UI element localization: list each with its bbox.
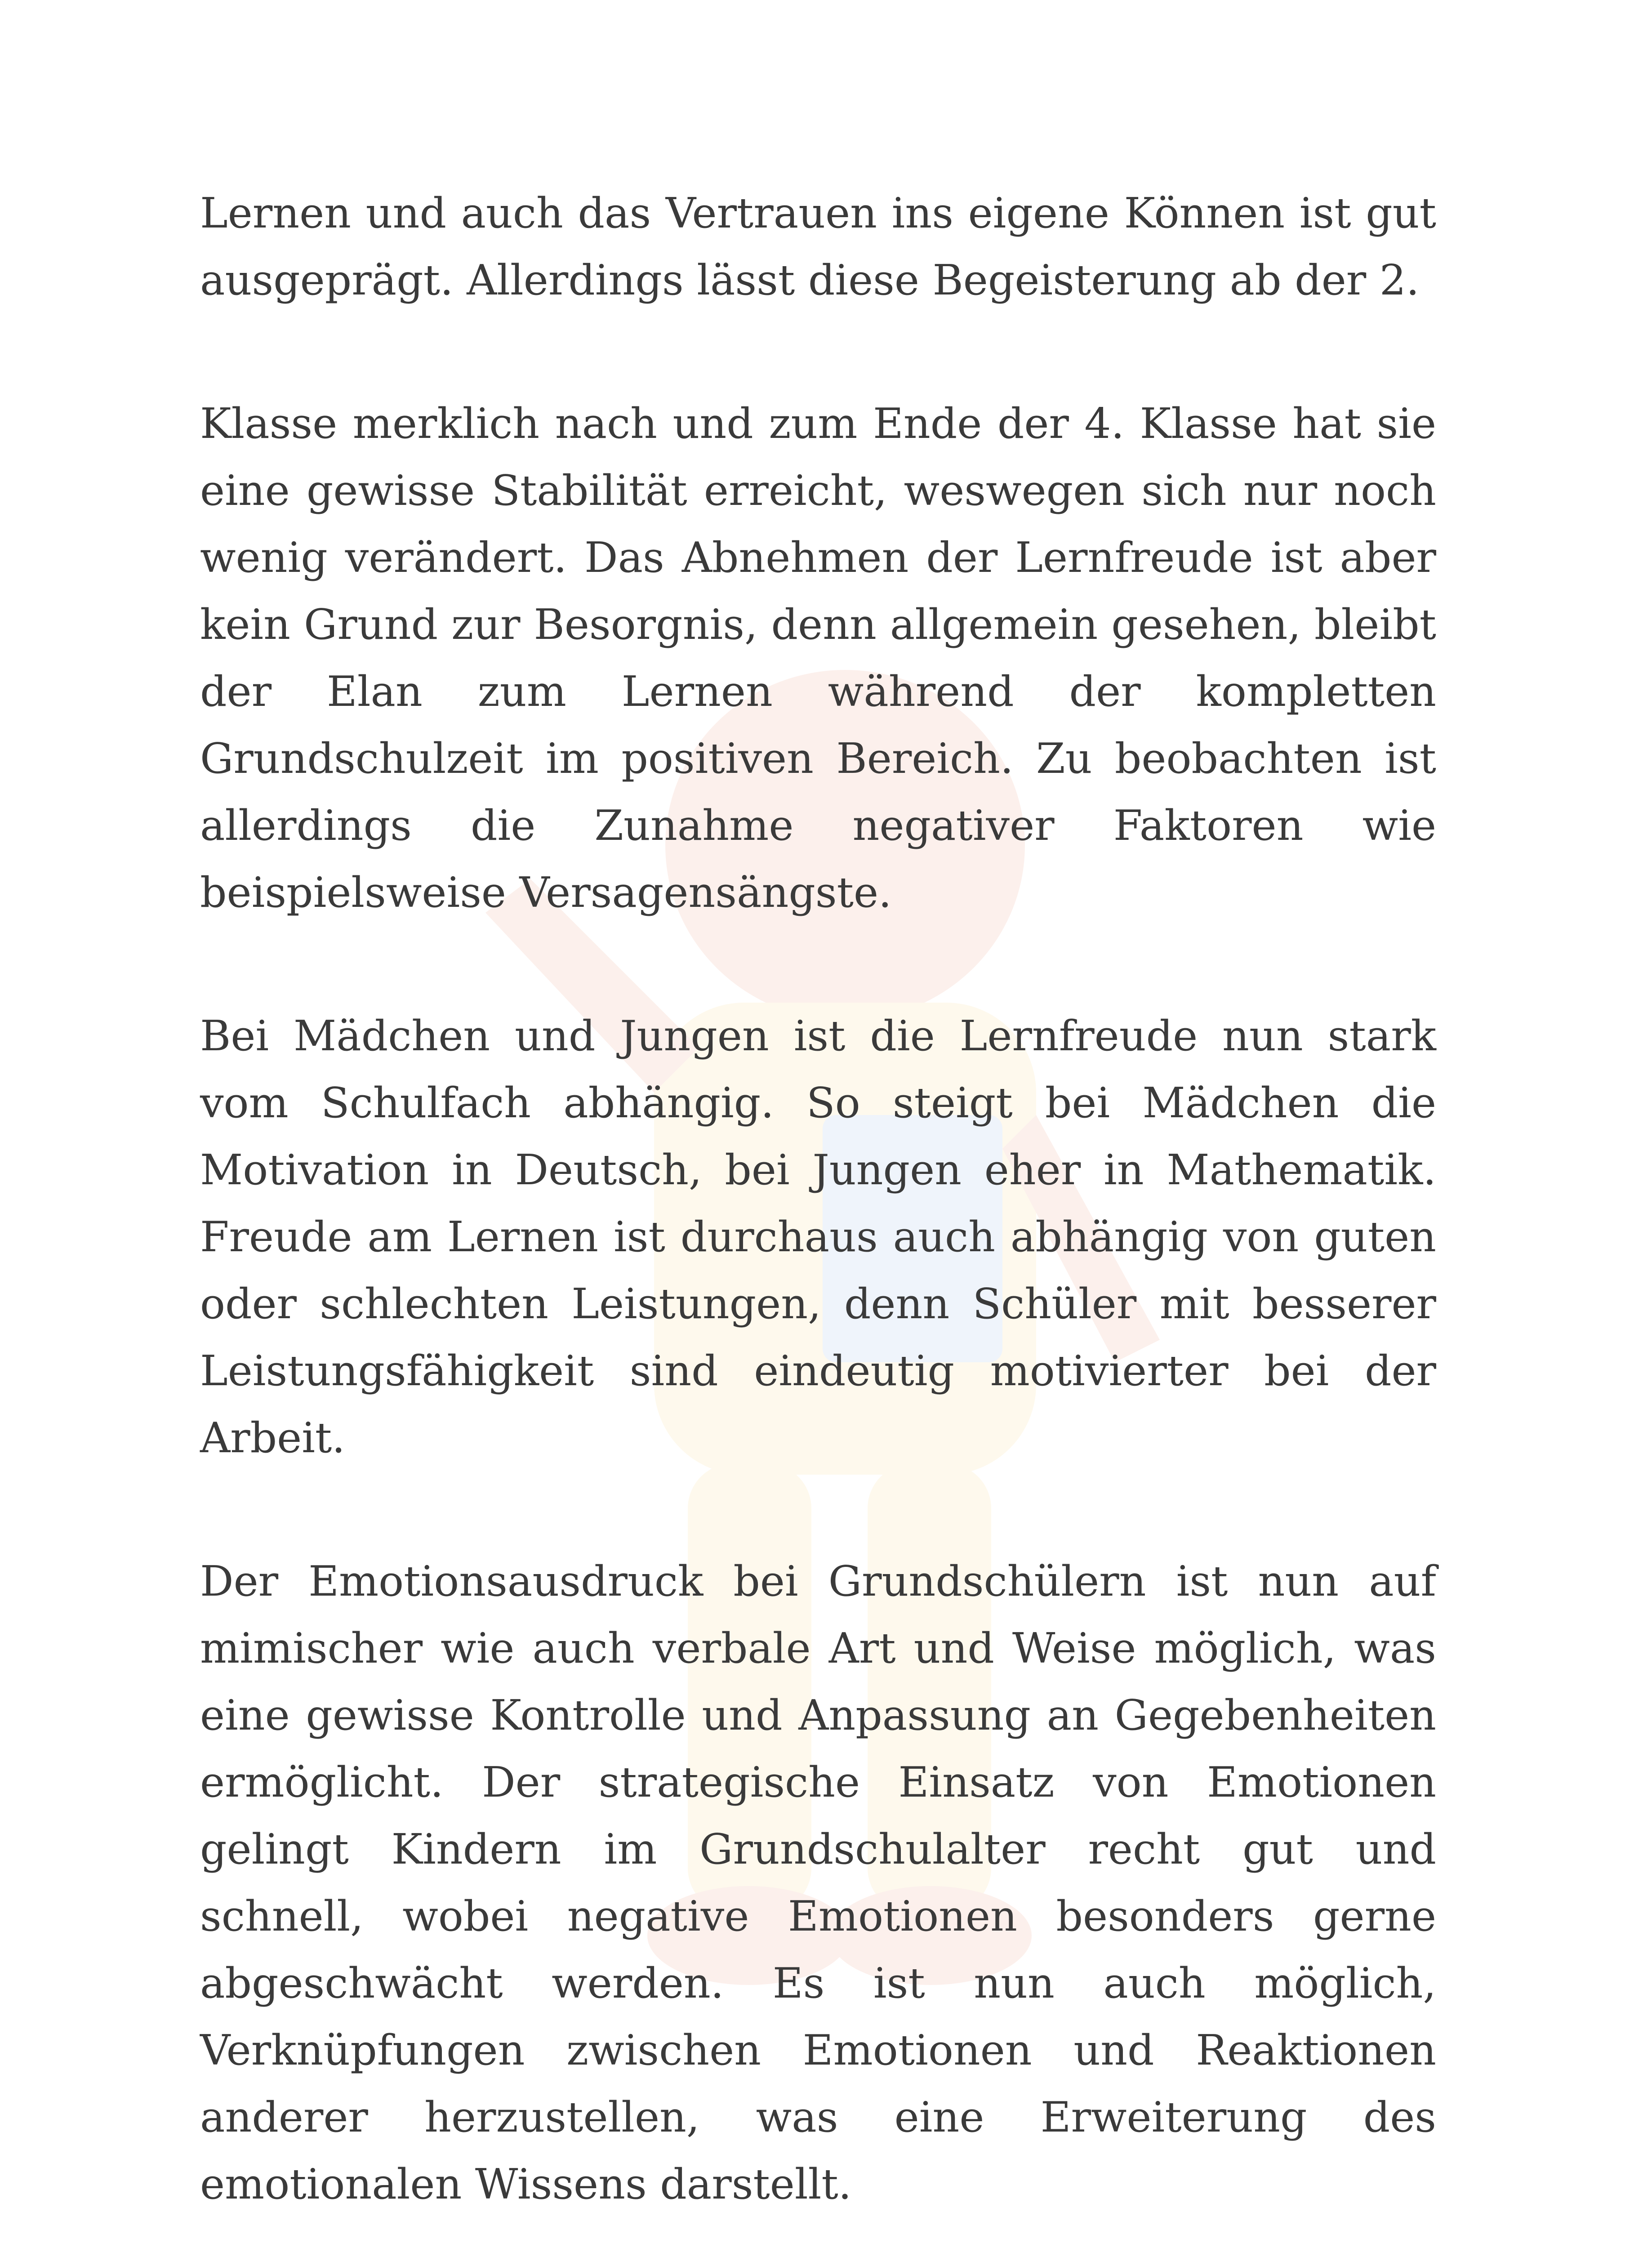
body-text bbox=[200, 180, 1436, 2248]
paragraph-2: Klasse merklich nach und zum Ende der 4. Klasse hat sie eine gewisse Stabilität erreicht, weswegen sich nur noch wenig verändert. Das Abnehmen der Lernfreude ist aber kein Grund zur Besorgnis, denn allgemein gesehen, bleibt der Elan zum Lernen während der kompletten Grundschulzeit im positiven Bereich. Zu beobachten ist allerdings die Zunahme negativer Faktoren wie beispielsweise Versagensängste. bbox=[200, 399, 1436, 917]
paragraph-3: Bei Mädchen und Jungen ist die Lernfreude nun stark vom Schulfach abhängig. So steigt bei Mädchen die Motivation in Deutsch, bei Jungen eher in Mathematik. Freude am Lernen ist durchaus auch abhängig von guten oder schlechten Leistungen, denn Schüler mit besserer Leistungsfähigkeit sind eindeutig motivierter bei der Arbeit. bbox=[200, 1012, 1436, 1462]
paragraph-4: Der Emotionsausdruck bei Grundschülern ist nun auf mimischer wie auch verbale Art und Weise möglich, was eine gewisse Kontrolle und Anpassung an Gegebenheiten ermöglicht. Der strategische Einsatz von Emotionen gelingt Kindern im Grundschulalter recht gut und schnell, wobei negative Emotionen besonders gerne abgeschwächt werden. Es ist nun auch möglich, Verknüpfungen zwischen Emotionen und Reaktionen anderer herzustellen, was eine Erweiterung des emotionalen Wissens darstellt. bbox=[200, 1557, 1436, 2208]
paragraph-1: Lernen und auch das Vertrauen ins eigene Können ist gut ausgeprägt. Allerdings lässt diese Begeisterung ab der 2. bbox=[200, 189, 1436, 304]
